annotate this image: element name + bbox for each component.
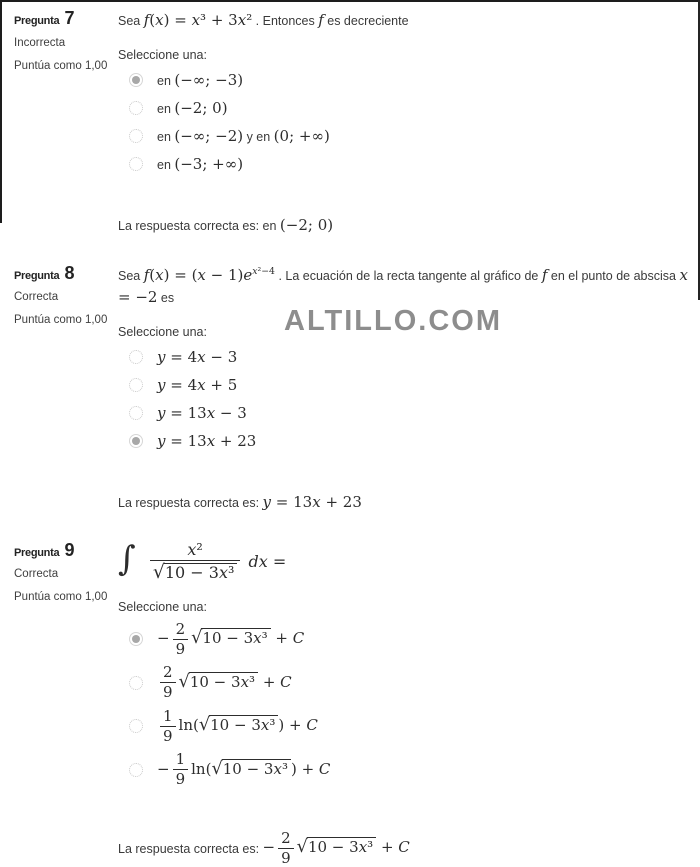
select-one-label: Seleccione una: [118,325,700,339]
question-status: Correcta [14,291,118,303]
option-radio[interactable] [129,73,143,87]
options-list [118,343,700,455]
question-8-title [14,264,118,283]
question-prompt: Sea $f(x) = (x - 1)e^{x^2-4}$ . La ecuación de la recta tangente al gráfico de f en el punto de abscisa x = −2 es [118,264,700,309]
answer-option[interactable] [118,705,700,749]
question-7-info [0,9,118,234]
answer-option[interactable] [118,661,700,705]
option-radio[interactable] [129,406,143,420]
question-8 [0,264,700,511]
question-9-info [0,541,118,867]
question-grade: Puntúa como 1,00 [14,591,118,603]
altillo-watermark: ALTILLO.COM [284,305,502,338]
option-label: en (−∞; −2) y en (0; +∞) [157,127,330,145]
question-9-content [118,541,700,867]
question-8-content [118,264,700,511]
option-label: y = 4x − 3 [157,348,237,366]
question-prompt: Sea f(x) = x³ + 3x² . Entonces f es decreciente [118,9,700,32]
select-one-label: Seleccione una: [118,48,700,62]
question-7 [0,9,700,234]
question-label: Pregunta [14,547,59,559]
option-label: y = 4x + 5 [157,376,237,394]
question-number: 7 [64,8,74,28]
screenshot-border-top [0,0,700,2]
question-9-title [14,541,118,560]
answer-option[interactable] [118,427,700,455]
option-radio[interactable] [129,632,143,646]
question-prompt: ∫ $\frac{\text{x²}}{\text{√10 − 3x³}}$ dx = [118,541,700,584]
option-radio[interactable] [129,157,143,171]
question-status: Correcta [14,568,118,580]
answer-option[interactable] [118,399,700,427]
question-label: Pregunta [14,270,59,282]
option-label: y = 13x + 23 [157,432,256,450]
option-radio[interactable] [129,676,143,690]
option-label: − $\frac{1}{9}$ ln(√10 − 3x³ ) + C [157,751,330,789]
select-one-label: Seleccione una: [118,600,700,614]
answer-option[interactable] [118,94,700,122]
answer-option[interactable] [118,66,700,94]
option-radio[interactable] [129,434,143,448]
correct-answer-text: La respuesta correcta es: y = 13x + 23 [118,493,700,511]
answer-option[interactable] [118,122,700,150]
question-8-info [0,264,118,511]
answer-option[interactable] [118,371,700,399]
answer-option[interactable] [118,343,700,371]
options-list [118,66,700,178]
option-label: y = 13x − 3 [157,404,247,422]
option-radio[interactable] [129,763,143,777]
option-radio[interactable] [129,719,143,733]
screenshot-border-left [0,0,2,223]
answer-option[interactable] [118,748,700,792]
answer-option[interactable] [118,150,700,178]
option-radio[interactable] [129,101,143,115]
question-grade: Puntúa como 1,00 [14,60,118,72]
option-radio[interactable] [129,350,143,364]
option-label: en (−3; +∞) [157,155,243,173]
option-label: $\frac{2}{9}$ √10 − 3x³ + C [157,664,292,702]
correct-answer-text: La respuesta correcta es: en (−2; 0) [118,216,700,234]
correct-answer-text: La respuesta correcta es: − $\frac{2}{9}$ √10 − 3x³ + C [118,830,700,867]
option-label: − $\frac{2}{9}$ √10 − 3x³ + C [157,621,304,659]
option-label: $\frac{1}{9}$ ln(√10 − 3x³ ) + C [157,708,318,746]
question-grade: Puntúa como 1,00 [14,314,118,326]
option-label: en (−∞; −3) [157,71,243,89]
option-radio[interactable] [129,129,143,143]
question-label: Pregunta [14,15,59,27]
option-label: en (−2; 0) [157,99,228,117]
question-status: Incorrecta [14,37,118,49]
option-radio[interactable] [129,378,143,392]
question-9 [0,541,700,867]
question-number: 8 [64,263,74,283]
options-list [118,618,700,792]
question-number: 9 [64,540,74,560]
question-7-content [118,9,700,234]
answer-option[interactable] [118,618,700,662]
question-7-title [14,9,118,28]
